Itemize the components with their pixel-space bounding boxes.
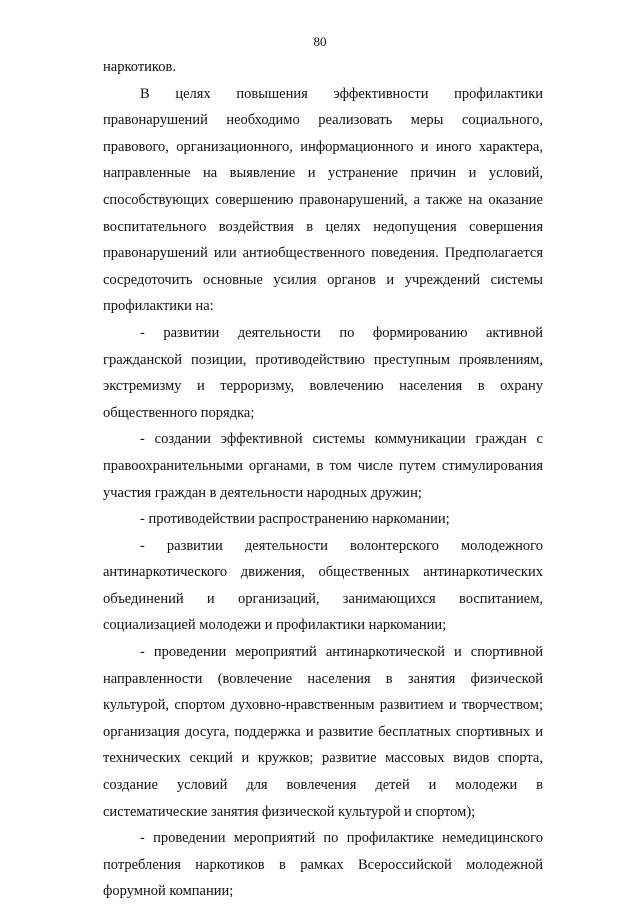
document-body <box>103 54 543 905</box>
list-item-counter-drug-spread: - противодействии распространению наркомании; <box>140 511 450 528</box>
list-item-communication-system: - создании эффективной системы коммуникации граждан с правоохранительными органами, в том числе путем стимулирования участия граждан в деятельности народных дружин; <box>103 431 543 501</box>
paragraph-intro: В целях повышения эффективности профилактики правонарушений необходимо реализовать меры социального, правового, организационного, информационного и иного характера, направленные на выявление и устранение причин и условий, способствующих совершению правонарушений, а также на оказание воспитательного воздействия в целях недопущения совершения правонарушений или антиобщественного поведения. Предполагается сосредоточить основные усилия органов и учреждений системы профилактики на: <box>103 85 543 315</box>
list-item-sports-events: - проведении мероприятий антинаркотической и спортивной направленности (вовлечение населения в занятия физической культурой, спортом духовно-нравственным развитием и творчеством; организация досуга, поддержка и развитие бесплатных спортивных и технических секций и кружков; развитие массовых видов спорта, создание условий для вовлечения детей и молодежи в систематические занятия физической культурой и спортом); <box>103 644 543 820</box>
list-item-youth-forum: - проведении мероприятий по профилактике немедицинского потребления наркотиков в рамках Всероссийской молодежной форумной компании; <box>103 830 543 900</box>
paragraph-continuation: наркотиков. <box>103 59 176 75</box>
list-item-civic-position: - развитии деятельности по формированию активной гражданской позиции, противодействию преступным проявлениям, экстремизму и терроризму, вовлечению населения в охрану общественного порядка; <box>103 324 543 421</box>
page-number: 80 <box>313 34 327 49</box>
list-item-volunteer-movement: - развитии деятельности волонтерского молодежного антинаркотического движения, общественных антинаркотических объединений и организаций, занимающихся воспитанием, социализацией молодежи и профилактики наркомании; <box>103 537 543 634</box>
